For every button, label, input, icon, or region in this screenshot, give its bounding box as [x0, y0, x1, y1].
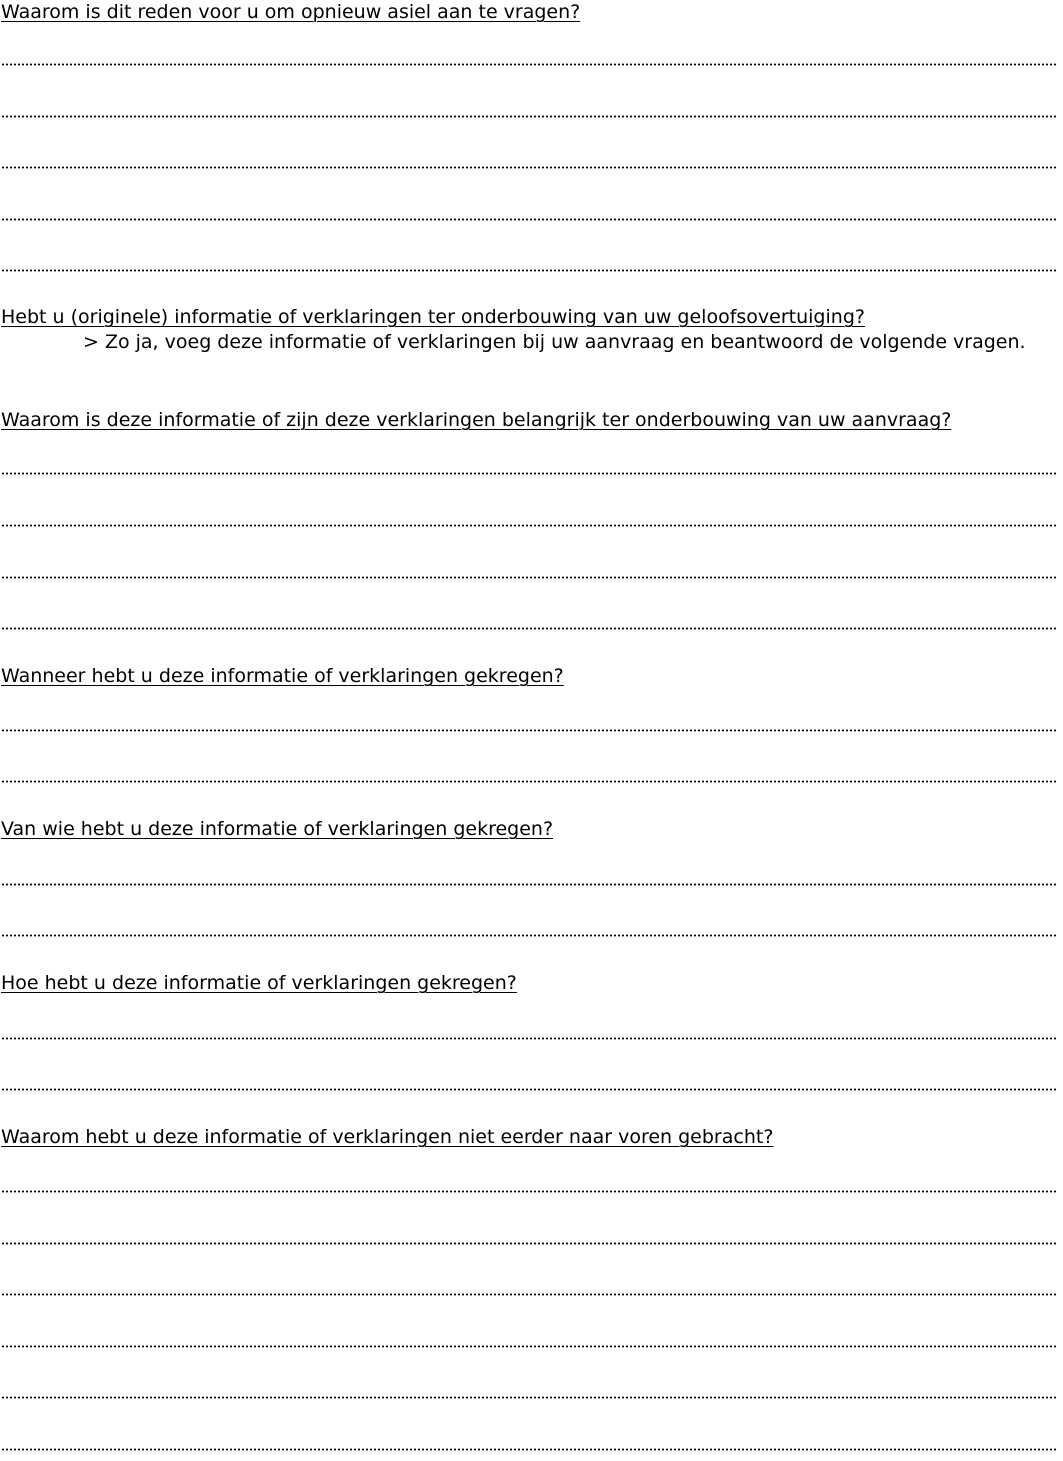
answer-line[interactable] — [1, 218, 1057, 221]
question-original-information: Hebt u (originele) informatie of verklaringen ter onderbouwing van uw geloofsovertuiging? — [1, 306, 865, 328]
question-reason-new-asylum: Waarom is dit reden voor u om opnieuw asiel aan te vragen? — [1, 1, 581, 23]
question-why-important: Waarom is deze informatie of zijn deze verklaringen belangrijk ter onderbouwing van uw aanvraag? — [1, 409, 952, 431]
answer-line[interactable] — [1, 576, 1057, 579]
answer-line[interactable] — [1, 1448, 1057, 1451]
answer-line[interactable] — [1, 780, 1057, 783]
question-why-not-earlier: Waarom hebt u deze informatie of verklaringen niet eerder naar voren gebracht? — [1, 1126, 774, 1148]
answer-line[interactable] — [1, 883, 1057, 886]
answer-line[interactable] — [1, 1396, 1057, 1399]
answer-line[interactable] — [1, 934, 1057, 937]
answer-line[interactable] — [1, 472, 1057, 475]
answer-line[interactable] — [1, 63, 1057, 66]
answer-line[interactable] — [1, 1037, 1057, 1040]
question-when-received: Wanneer hebt u deze informatie of verklaringen gekregen? — [1, 665, 564, 687]
answer-line[interactable] — [1, 524, 1057, 527]
instruction-note: > Zo ja, voeg deze informatie of verklaringen bij uw aanvraag en beantwoord de volgende vragen. — [83, 331, 1026, 353]
answer-line[interactable] — [1, 1190, 1057, 1193]
answer-line[interactable] — [1, 1242, 1057, 1245]
answer-line[interactable] — [1, 1345, 1057, 1348]
answer-line[interactable] — [1, 1088, 1057, 1091]
answer-line[interactable] — [1, 627, 1057, 630]
answer-line[interactable] — [1, 269, 1057, 272]
answer-line[interactable] — [1, 166, 1057, 169]
question-how-received: Hoe hebt u deze informatie of verklaringen gekregen? — [1, 972, 517, 994]
answer-line[interactable] — [1, 729, 1057, 732]
question-from-whom: Van wie hebt u deze informatie of verklaringen gekregen? — [1, 818, 554, 840]
answer-line[interactable] — [1, 115, 1057, 118]
answer-line[interactable] — [1, 1293, 1057, 1296]
